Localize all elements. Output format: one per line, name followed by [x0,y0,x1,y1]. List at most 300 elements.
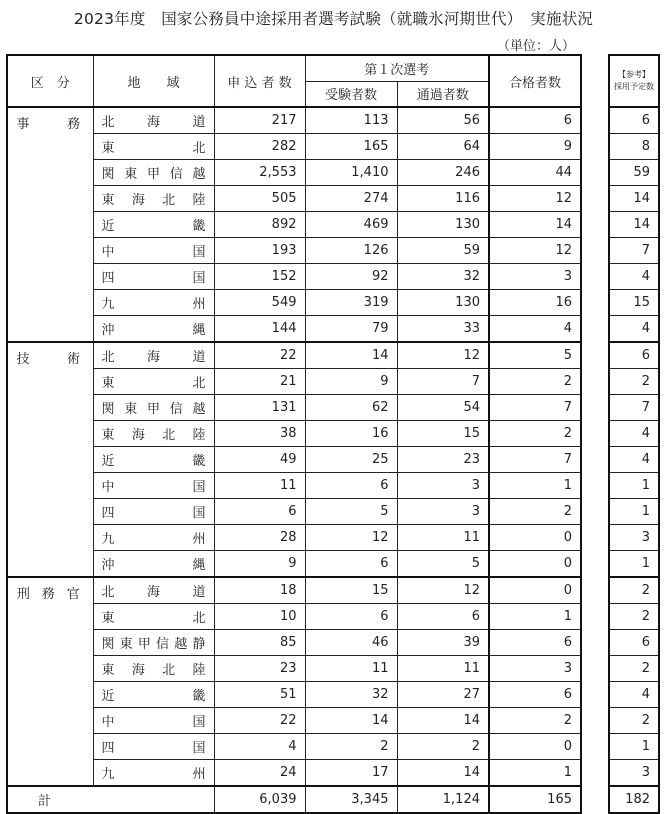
region-cell [93,734,214,760]
successful-cell: 6 [489,630,581,656]
examinees-cell: 6 [305,551,397,578]
region-cell [93,525,214,551]
table-row [609,395,659,421]
applicants-cell: 9 [214,551,305,578]
region-char: 信 [156,637,170,652]
region-char: 関 [101,167,115,182]
header-applicants: 申 込 者 数 [214,55,305,107]
table-row [609,760,659,787]
region-char: 越 [192,402,206,417]
passed-cell: 130 [397,212,489,238]
table-row [609,734,659,760]
successful-cell: 1 [489,604,581,630]
region-char: 海 [146,350,160,365]
applicants-cell: 24 [214,760,305,787]
region-char: 道 [192,350,206,365]
region-cell [93,447,214,473]
table-row [7,708,581,734]
table-row [7,290,581,316]
planned-cell: 14 [609,212,659,238]
region-char: 国 [192,506,206,521]
region-char: 道 [192,115,206,130]
ref-label: 【参考】 [618,70,650,79]
table-row [7,734,581,760]
table-row [609,186,659,212]
successful-cell: 1 [489,473,581,499]
successful-cell: 0 [489,577,581,604]
successful-cell: 7 [489,395,581,421]
region-cell [93,134,214,160]
region-char: 北 [192,611,206,626]
examinees-cell: 6 [305,473,397,499]
planned-cell: 4 [609,421,659,447]
region-char: 畿 [192,219,206,234]
region-char: 近 [101,454,115,469]
region-cell [93,604,214,630]
applicants-cell: 21 [214,369,305,395]
successful-cell: 2 [489,421,581,447]
passed-cell: 39 [397,630,489,656]
region-char: 関 [101,402,115,417]
examinees-cell: 274 [305,186,397,212]
header-successful: 合格者数 [489,55,581,107]
table-row [7,316,581,343]
successful-cell: 2 [489,708,581,734]
region-char: 海 [146,585,160,600]
table-row [609,316,659,343]
region-char: 州 [192,297,206,312]
table-row [7,630,581,656]
applicants-cell: 193 [214,238,305,264]
region-char: 近 [101,689,115,704]
successful-cell: 12 [489,186,581,212]
region-char: 中 [101,480,115,495]
passed-cell: 54 [397,395,489,421]
total-applicants: 6,039 [214,786,305,813]
examinees-cell: 14 [305,708,397,734]
region-char: 中 [101,715,115,730]
table-row [609,577,659,604]
successful-cell: 16 [489,290,581,316]
region-char: 甲 [146,402,160,417]
planned-cell: 7 [609,395,659,421]
region-cell [93,342,214,369]
applicants-cell: 28 [214,525,305,551]
region-char: 東 [101,663,115,678]
planned-cell: 14 [609,186,659,212]
region-char: 東 [101,428,115,443]
examinees-cell: 11 [305,656,397,682]
table-row [609,421,659,447]
table-row [609,447,659,473]
applicants-cell: 282 [214,134,305,160]
examinees-cell: 92 [305,264,397,290]
successful-cell: 4 [489,316,581,343]
planned-cell: 3 [609,760,659,787]
planned-cell: 2 [609,656,659,682]
passed-cell: 12 [397,342,489,369]
region-char: 九 [101,297,115,312]
successful-cell: 7 [489,447,581,473]
table-row [7,395,581,421]
passed-cell: 11 [397,525,489,551]
region-char: 北 [101,115,115,130]
region-char: 東 [119,637,133,652]
successful-cell: 0 [489,551,581,578]
reference-table [608,54,660,814]
passed-cell: 23 [397,447,489,473]
region-char: 北 [101,585,115,600]
region-char: 関 [101,637,115,652]
region-char: 東 [101,376,115,391]
region-char: 陸 [192,193,206,208]
header-examinees: 受験者数 [305,81,397,107]
examinees-cell: 319 [305,290,397,316]
planned-cell: 6 [609,107,659,134]
region-cell [93,656,214,682]
table-row [7,134,581,160]
table-row [7,238,581,264]
total-planned: 182 [609,786,659,813]
successful-cell: 3 [489,264,581,290]
successful-cell: 2 [489,499,581,525]
region-char: 国 [192,741,206,756]
passed-cell: 11 [397,656,489,682]
region-cell [93,290,214,316]
region-char: 畿 [192,454,206,469]
planned-cell: 59 [609,160,659,186]
region-char: 東 [101,141,115,156]
region-char: 東 [124,402,138,417]
region-char: 越 [174,637,188,652]
applicants-cell: 22 [214,708,305,734]
table-row [7,604,581,630]
table-row [609,134,659,160]
region-char: 海 [131,428,145,443]
total-label: 計 [7,786,214,813]
table-row [7,473,581,499]
region-char: 北 [162,663,176,678]
total-passed: 1,124 [397,786,489,813]
header-passed: 通過者数 [397,81,489,107]
region-cell [93,577,214,604]
examinees-cell: 46 [305,630,397,656]
results-table [6,54,582,814]
passed-cell: 59 [397,238,489,264]
region-cell [93,708,214,734]
category-cell: 技 術 [7,342,93,577]
region-char: 道 [192,585,206,600]
applicants-cell: 23 [214,656,305,682]
examinees-cell: 17 [305,760,397,787]
region-char: 畿 [192,689,206,704]
region-char: 海 [131,193,145,208]
header-category: 区 分 [7,55,93,107]
applicants-cell: 152 [214,264,305,290]
applicants-cell: 217 [214,107,305,134]
planned-cell: 2 [609,369,659,395]
passed-cell: 2 [397,734,489,760]
table-row [7,342,581,369]
region-char: 九 [101,767,115,782]
region-char: 信 [169,167,183,182]
region-cell [93,499,214,525]
region-cell [93,264,214,290]
examinees-cell: 6 [305,604,397,630]
region-char: 海 [146,115,160,130]
table-row [7,551,581,578]
planned-cell: 4 [609,316,659,343]
region-char: 北 [101,350,115,365]
region-char: 沖 [101,323,115,338]
region-char: 信 [169,402,183,417]
header-ref-planned [609,55,659,107]
successful-cell: 0 [489,734,581,760]
successful-cell: 9 [489,134,581,160]
table-row [609,656,659,682]
passed-cell: 5 [397,551,489,578]
applicants-cell: 38 [214,421,305,447]
table-row [609,499,659,525]
region-cell [93,421,214,447]
category-cell: 事 務 [7,107,93,342]
region-char: 国 [192,715,206,730]
total-row [609,786,659,813]
passed-cell: 14 [397,760,489,787]
total-row [7,786,581,813]
table-row [7,186,581,212]
region-char: 沖 [101,558,115,573]
table-row [609,160,659,186]
region-char: 縄 [192,558,206,573]
successful-cell: 1 [489,760,581,787]
successful-cell: 44 [489,160,581,186]
applicants-cell: 505 [214,186,305,212]
successful-cell: 14 [489,212,581,238]
passed-cell: 3 [397,499,489,525]
examinees-cell: 16 [305,421,397,447]
passed-cell: 7 [397,369,489,395]
planned-cell: 15 [609,290,659,316]
applicants-cell: 22 [214,342,305,369]
applicants-cell: 49 [214,447,305,473]
examinees-cell: 12 [305,525,397,551]
table-row [7,369,581,395]
header-region: 地 域 [93,55,214,107]
examinees-cell: 2 [305,734,397,760]
page-title: 2023年度 国家公務員中途採用者選考試験（就職氷河期世代） 実施状況 [73,10,594,28]
table-row [7,760,581,787]
region-cell [93,630,214,656]
planned-cell: 1 [609,734,659,760]
table-row [609,290,659,316]
table-row [7,577,581,604]
planned-cell: 3 [609,525,659,551]
passed-cell: 27 [397,682,489,708]
examinees-cell: 25 [305,447,397,473]
table-row [609,107,659,134]
region-char: 東 [101,611,115,626]
table-row [609,604,659,630]
examinees-cell: 165 [305,134,397,160]
successful-cell: 6 [489,107,581,134]
successful-cell: 3 [489,656,581,682]
planned-cell: 6 [609,342,659,369]
region-char: 北 [162,428,176,443]
planned-cell: 4 [609,447,659,473]
table-row [7,447,581,473]
planned-cell: 4 [609,264,659,290]
table-row [7,525,581,551]
region-char: 東 [101,193,115,208]
examinees-cell: 15 [305,577,397,604]
table-row [609,238,659,264]
applicants-cell: 51 [214,682,305,708]
region-char: 中 [101,245,115,260]
region-char: 州 [192,767,206,782]
examinees-cell: 469 [305,212,397,238]
table-row [609,630,659,656]
applicants-cell: 85 [214,630,305,656]
table-row [609,264,659,290]
applicants-cell: 892 [214,212,305,238]
region-cell [93,682,214,708]
region-cell [93,369,214,395]
region-cell [93,760,214,787]
passed-cell: 3 [397,473,489,499]
passed-cell: 246 [397,160,489,186]
unit-label: （単位：人） [497,39,576,54]
total-examinees: 3,345 [305,786,397,813]
passed-cell: 14 [397,708,489,734]
examinees-cell: 9 [305,369,397,395]
table-row [7,107,581,134]
region-cell [93,473,214,499]
region-cell [93,238,214,264]
region-cell [93,186,214,212]
region-char: 縄 [192,323,206,338]
table-row [7,682,581,708]
region-char: 四 [101,741,115,756]
region-char: 国 [192,245,206,260]
planned-cell: 4 [609,682,659,708]
region-char: 甲 [146,167,160,182]
examinees-cell: 113 [305,107,397,134]
successful-cell: 12 [489,238,581,264]
region-char: 国 [192,271,206,286]
passed-cell: 33 [397,316,489,343]
region-char: 九 [101,532,115,547]
successful-cell: 5 [489,342,581,369]
examinees-cell: 79 [305,316,397,343]
region-char: 州 [192,532,206,547]
region-char: 陸 [192,428,206,443]
category-cell: 刑 務 官 [7,577,93,786]
applicants-cell: 4 [214,734,305,760]
region-cell [93,551,214,578]
region-char: 東 [124,167,138,182]
region-char: 北 [192,376,206,391]
region-cell [93,316,214,343]
passed-cell: 130 [397,290,489,316]
examinees-cell: 1,410 [305,160,397,186]
examinees-cell: 32 [305,682,397,708]
table-row [609,342,659,369]
region-char: 国 [192,480,206,495]
region-char: 越 [192,167,206,182]
examinees-cell: 62 [305,395,397,421]
table-row [7,160,581,186]
region-char: 海 [131,663,145,678]
table-row [7,212,581,238]
examinees-cell: 14 [305,342,397,369]
passed-cell: 116 [397,186,489,212]
table-row [609,708,659,734]
applicants-cell: 18 [214,577,305,604]
successful-cell: 0 [489,525,581,551]
ref-planned-label: 採用予定数 [614,82,654,91]
planned-cell: 2 [609,577,659,604]
applicants-cell: 11 [214,473,305,499]
planned-cell: 6 [609,630,659,656]
table-row [7,264,581,290]
region-char: 静 [192,637,206,652]
applicants-cell: 10 [214,604,305,630]
region-char: 陸 [192,663,206,678]
table-row [609,551,659,578]
applicants-cell: 6 [214,499,305,525]
table-row [7,499,581,525]
passed-cell: 15 [397,421,489,447]
planned-cell: 2 [609,604,659,630]
examinees-cell: 126 [305,238,397,264]
region-cell [93,160,214,186]
total-successful: 165 [489,786,581,813]
successful-cell: 6 [489,682,581,708]
examinees-cell: 5 [305,499,397,525]
region-cell [93,212,214,238]
passed-cell: 56 [397,107,489,134]
applicants-cell: 144 [214,316,305,343]
table-row [609,212,659,238]
table-row [7,656,581,682]
region-char: 北 [192,141,206,156]
passed-cell: 32 [397,264,489,290]
applicants-cell: 549 [214,290,305,316]
table-row [609,369,659,395]
region-cell [93,395,214,421]
header-first-selection: 第１次選考 [305,55,489,81]
region-char: 甲 [137,637,151,652]
applicants-cell: 131 [214,395,305,421]
passed-cell: 12 [397,577,489,604]
region-cell [93,107,214,134]
planned-cell: 1 [609,473,659,499]
passed-cell: 6 [397,604,489,630]
successful-cell: 2 [489,369,581,395]
applicants-cell: 2,553 [214,160,305,186]
planned-cell: 1 [609,551,659,578]
planned-cell: 1 [609,499,659,525]
planned-cell: 8 [609,134,659,160]
planned-cell: 2 [609,708,659,734]
table-row [7,421,581,447]
table-row [609,473,659,499]
region-char: 近 [101,219,115,234]
region-char: 北 [162,193,176,208]
table-row [609,525,659,551]
planned-cell: 7 [609,238,659,264]
